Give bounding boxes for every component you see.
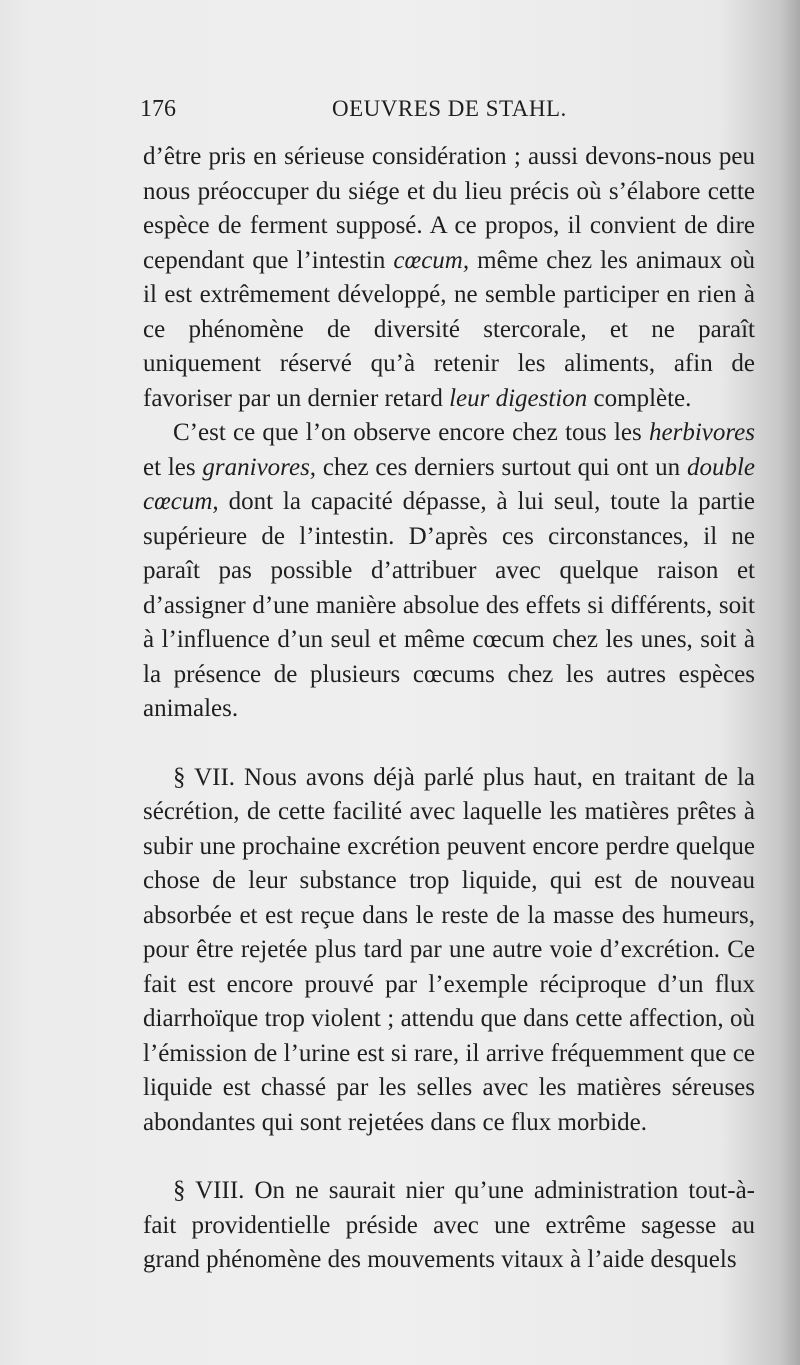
italic-term-double-coecum: double cœcum,	[143, 453, 755, 515]
italic-term-coecum: cœcum,	[393, 246, 470, 274]
paragraph-herbivores	[143, 416, 755, 727]
page-header	[140, 96, 760, 136]
running-title: OEUVRES DE STAHL.	[332, 96, 567, 121]
text-run: chez ces derniers surtout qui ont un	[316, 453, 687, 481]
text-run: dont la capacité dépasse, à lui seul, toute la partie supérieure de l’intestin. D’après ces circonstances, il ne paraît pas possible d’attribuer avec quelque raison et d’assigner d’une manière absolue des effets si différents, soit à l’influence d’un seul et même cœcum chez les unes, soit à la présence de plusieurs cœcums chez les autres espèces animales.	[143, 488, 755, 722]
section-viii-paragraph: § VIII. On ne saurait nier qu’une administration tout-à-fait providentielle préside avec une extrême sagesse au grand phénomène des mouvements vitaux à l’aide desquels	[143, 1177, 755, 1273]
text-run: même chez les animaux où il est extrêmement développé, ne semble participer en rien à ce phénomène de diversité stercorale, et ne paraît uniquement réservé qu’à retenir les aliments, afin de favoriser par un dernier retard	[143, 246, 755, 412]
italic-term-granivores: granivores,	[202, 453, 317, 481]
text-run: d’être pris en sérieuse considération ; aussi devons-nous peu nous préoccuper du siége et du lieu précis où s’élabore cette espèce de ferment supposé. A ce propos, il convient de dire cependant que l’intestin	[143, 143, 755, 274]
section-vii-paragraph: § VII. Nous avons déjà parlé plus haut, en traitant de la sécrétion, de cette facilité avec laquelle les matières prêtes à subir une prochaine excrétion peuvent encore perdre quelque chose de leur substance trop liquide, qui est de nouveau absorbée et est reçue dans le reste de la masse des humeurs, pour être rejetée plus tard par une autre voie d’excrétion. Ce fait est encore prouvé par l’exemple réciproque d’un flux diarrhoïque trop violent ; attendu que dans cette affection, où l’émission de l’urine est si rare, il arrive fréquemment que ce liquide est chassé par les selles avec les matières séreuses abondantes qui sont rejetées dans ce flux morbide.	[143, 763, 755, 1136]
italic-term-digestion: leur digestion	[449, 384, 588, 412]
body-text	[143, 140, 755, 1278]
italic-term-herbivores: herbivores	[649, 419, 755, 446]
text-run: C’est ce que l’on observe encore chez tous les	[173, 419, 649, 446]
page-number: 176	[140, 96, 176, 122]
text-run: complète.	[587, 384, 692, 412]
text-run: et les	[143, 453, 203, 481]
paragraph-continuation	[143, 140, 755, 416]
